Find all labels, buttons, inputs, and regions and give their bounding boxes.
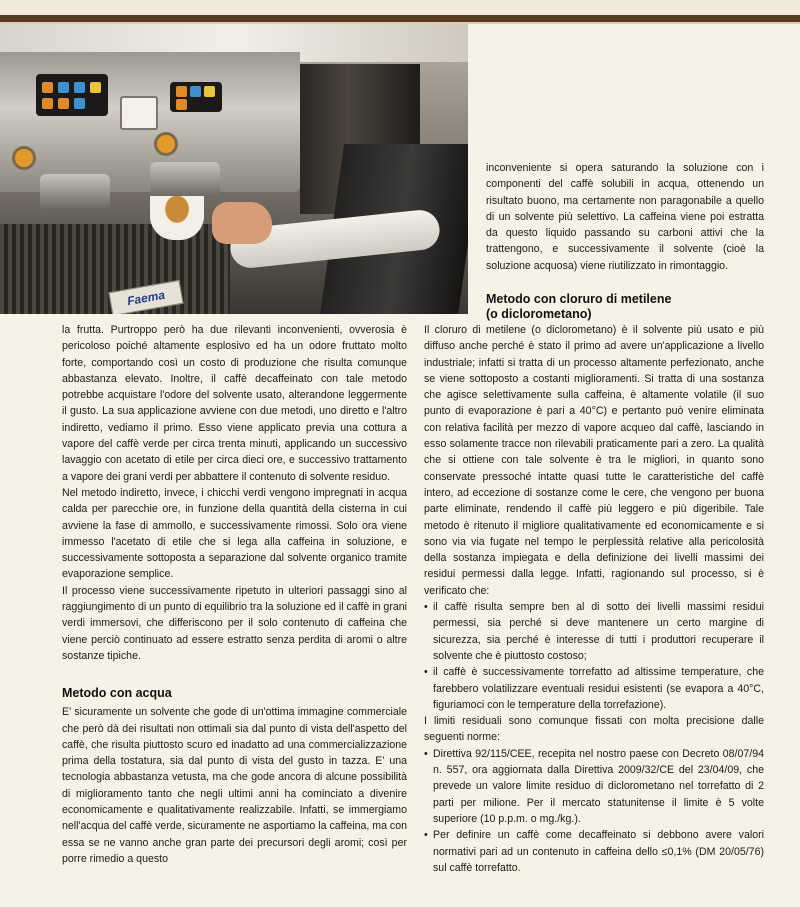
photo-dial (154, 132, 178, 156)
heading-cloruro (486, 292, 766, 322)
right-top-text (486, 160, 764, 274)
photo-button (176, 86, 187, 97)
paragraph: inconveniente si opera saturando la soluzione con i componenti del caffè solubili in acqua, ottenendo un risultato buono, ma certamente non paragonabile a quello di un solvente più selettivo. La caffeina viene poi estratta da questo liquido passando su carboni attivi che la trattengono, e successivamente il solvente (cioè la soluzione acquosa) viene riutilizzato in rimontaggio. (486, 162, 764, 272)
bullet-item: • Per definire un caffè come decaffeinato si debbono avere valori normativi pari ad un contenuto in caffeina dello ≤0,1% (DM 20/05/76) sul caffè torrefatto. (424, 827, 764, 876)
photo-button (42, 82, 53, 93)
photo-button (74, 82, 85, 93)
paragraph: Nel metodo indiretto, invece, i chicchi verdi vengono impregnati in acqua calda per parecchie ore, in funzione della quantità della cisterna in cui avviene la fase di ammollo, e successivamente rimossi. Solo ora viene immesso l'acetato di etile che si lega alla caffeina in soluzione, e successivamente sottoposta a separazione dal solvente organico tramite evaporazione semplice. (62, 486, 407, 581)
paragraph: Il cloruro di metilene (o diclorometano) è il solvente più usato e più diffuso anche perché è stato il primo ad avere un'applicazione a livello industriale; infatti si tratta di un processo altamente perfezionato, anche se viene sottoposto a costanti miglioramenti. Si tratta di una sostanza che agisce selettivamente sulla caffeina, è altamente volatile (il suo punto di evaporazione è pari a 40°C) e pertanto può venire eliminata con relativa facilità per mezzo di vapore acqueo dal caffè, lasciando in esso solamente tracce non rilevabili praticamente pari a zero. La qualità che si ottiene con tale solvente è tra le migliori, in quanto sono conservate pressoché intatte quasi tutte le caratteristiche del caffè intero, ad eccezione di sostanze come le cere, che vengono per buona parte eliminate, rendendo il caffè più leggero e più digeribile. Tale metodo è ritenuto il migliore qualitativamente ed economicamente e si sono via via fugate nel tempo le perplessità relative alla pericolosità della sostanza impiegata e della definizione dei livelli massimi dei residui permessi dalla legge. Infatti, ragionando sul processo, si è verificato che: (424, 324, 764, 597)
photo-cup (150, 196, 204, 240)
photo-control-panel-right (170, 82, 222, 112)
photo-button (42, 98, 53, 109)
paragraph: E' sicuramente un solvente che gode di un'ottima immagine commerciale che però dà dei risultati non ottimali sia dal punto di vista dell'aspetto del caffè, che risulta piuttosto scuro ed inadatto ad una commercializzazione prima della tostatura, sia dal punto di vista del gusto in tazza. E' una tecnologia abbastanza vetusta, ma che gode ancora di alcune possibilità di miglioramento tanto che negli ultimi anni ha cominciato a divenire economicamente e qualitativamente realizzabile. Infatti, se immergiamo nell'acqua del caffè verde, sicuramente ne asportiamo la caffeina, ma con essa se ne vanno anche gran parte dei precursori degli aromi; così per porre rimedio a questo (62, 706, 407, 865)
photo-pressure-gauge (120, 96, 158, 130)
top-border (0, 0, 800, 24)
bullet-item: • il caffè è successivamente torrefatto ad altissime temperature, che farebbero volatilizzare eventuali residui esistenti (se evapora a 40°C, figuriamoci con le temperature della torrefazione). (424, 664, 764, 713)
photo-button (74, 98, 85, 109)
paragraph: la frutta. Purtroppo però ha due rilevanti inconvenienti, ovverosia è pericoloso poiché altamente esplosivo ed ha un odore fruttato molto forte, comportando così un costo di produzione che risulta comunque abbastanza elevato. Inoltre, il caffè decaffeinato con tale metodo potrebbe acquistare l'odore del solvente usato, alterandone leggermente il gusto. La sua applicazione avviene con due metodi, uno diretto e l'altro indiretto, vediamo il primo. Esso viene applicato previa una cottura a vapore del caffè verde per circa trenta minuti, applicando un successivo lavaggio con acetato di etile per circa dieci ore, e successivo trattamento a vapore dei grani verdi per abbattere il contenuto di solvente residuo. (62, 324, 407, 483)
heading-line: Metodo con cloruro di metilene (486, 292, 672, 306)
photo-group-head (40, 174, 110, 210)
heading-acqua: Metodo con acqua (62, 686, 172, 701)
photo-button (90, 82, 101, 93)
photo-button (176, 99, 187, 110)
photo-button (190, 86, 201, 97)
bullet-item: • Direttiva 92/115/CEE, recepita nel nostro paese con Decreto 08/07/94 n. 557, ora aggiornata dalla Direttiva 2009/32/CE del 23/04/09, che prevede un valore limite residuo di diclorometano nel torrefatto di 2 parti per milione. Per il mercato statunitense il limite è 5 volte superiore (10 p.p.m. o mg./kg.). (424, 746, 764, 827)
photo-hand (212, 202, 272, 244)
photo-control-panel-left (36, 74, 108, 116)
paragraph: Il processo viene successivamente ripetuto in ulteriori passaggi sino al raggiungimento di un punto di equilibrio tra la soluzione ed il caffè in grani verdi immersovi, che differiscono per il solo contenuto di caffeina che viene perciò continuato ad essere estratto senza perdita di aromi o altre sostanze tipiche. (62, 584, 407, 662)
bullet-item: • il caffè risulta sempre ben al di sotto dei livelli massimi residui permessi, sia perché si deve mantenere un certo margine di sicurezza, sia perché è interesse di tutti i produttori recuperare il solvente che è piuttosto costoso; (424, 599, 764, 664)
photo-button (204, 86, 215, 97)
photo-dial (12, 146, 36, 170)
photo-group-head (150, 162, 220, 198)
heading-line: (o diclorometano) (486, 307, 592, 321)
right-column (424, 322, 764, 876)
espresso-machine-photo (0, 24, 468, 314)
photo-button (58, 82, 69, 93)
left-column (62, 322, 407, 867)
photo-button (58, 98, 69, 109)
photo-brand-label: Faema (108, 280, 183, 314)
paragraph: I limiti residuali sono comunque fissati con molta precisione dalle seguenti norme: (424, 715, 764, 744)
